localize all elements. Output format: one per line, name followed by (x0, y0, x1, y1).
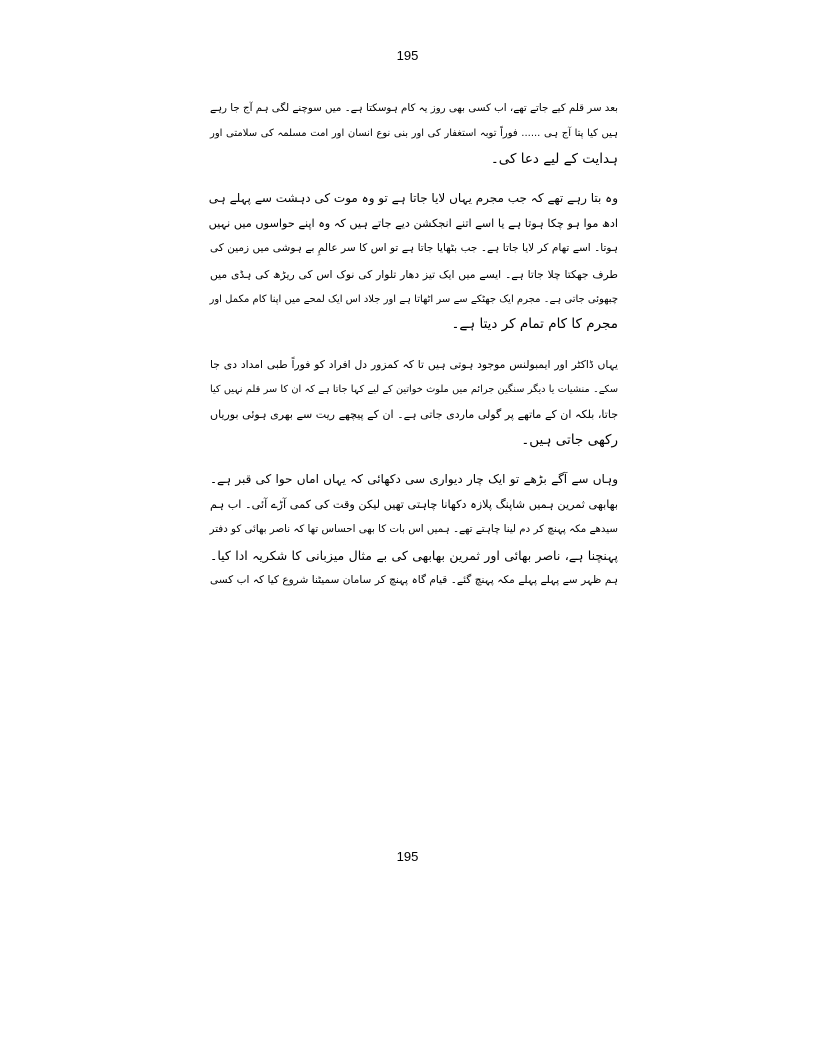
text-line: چبھوئی جاتی ہے۔ مجرم ایک جھٹکے سے سر اٹھاتا ہے اور جلاد اس ایک لمحے میں اپنا کام مکمل اور (209, 294, 618, 306)
text-line: جاتا، بلکہ ان کے ماتھے پر گولی ماردی جاتی ہے۔ ان کے پیچھے ریت سے بھری ہوئی بوریاں (210, 408, 618, 422)
text-line: سکے۔ منشیات یا دیگر سنگین جرائم میں ملوث خواتین کے لیے کہا جاتا ہے کہ ان کا سر قلم نہیں کیا (210, 383, 618, 395)
text-line: یہاں ڈاکٹر اور ایمبولنس موجود ہوتی ہیں تا کہ کمزور دل افراد کو فوراً طبی امداد دی جا (210, 357, 618, 371)
paragraph-spacer (210, 172, 618, 186)
text-line: ہوتا۔ اسے تھام کر لایا جاتا ہے۔ جب بٹھایا جاتا ہے تو اس کا سر عالمِ بے ہوشی میں زمین کی (210, 242, 618, 255)
text-line: طرف جھکتا چلا جاتا ہے۔ ایسے میں ایک تیز دھار تلوار کی نوک اس کی ریڑھ کی ہڈی میں (210, 267, 618, 281)
text-line: رکھی جاتی ہیں۔ (521, 431, 618, 448)
paragraph (210, 352, 618, 453)
paragraph (210, 96, 618, 172)
paragraph (210, 467, 618, 593)
paragraph-spacer (210, 453, 618, 467)
text-line: ہیں کیا پتا آج ہی ...... فوراً توبہ استغفار کی اور بنی نوع انسان اور امت مسلمہ کی سلامتی اور (210, 128, 618, 140)
text-line: بھابھی ثمرین ہمیں شاپنگ پلازہ دکھانا چاہتی تھیں لیکن وقت کی کمی آڑے آئی۔ اب ہم (210, 498, 618, 512)
page-number-bottom: 195 (396, 849, 419, 864)
paragraph-spacer (210, 338, 618, 352)
paragraph (210, 186, 618, 338)
page-number-top: 195 (396, 48, 419, 63)
text-line: بعد سر قلم کیے جاتے تھے، اب کسی بھی روز یہ کام ہوسکتا ہے۔ میں سوچنے لگی ہم آج جا رہے (210, 102, 618, 114)
text-line: سیدھے مکہ پہنچ کر دم لینا چاہتے تھے۔ ہمیں اس بات کا بھی احساس تھا کہ ناصر بھائی کو دفتر (209, 523, 618, 536)
text-line: پہنچنا ہے، ناصر بھائی اور ثمرین بھابھی کی بے مثال میزبانی کا شکریہ ادا کیا۔ (210, 547, 618, 563)
text-line: ہدایت کے لیے دعا کی۔ (490, 150, 618, 167)
text-line: وہاں سے آگے بڑھے تو ایک چار دیواری سی دکھائی کہ یہاں اماں حوا کی قبر ہے۔ (210, 471, 618, 486)
text-line: ہم ظہر سے پہلے پہلے مکہ پہنچ گئے۔ قیام گاہ پہنچ کر سامان سمیٹنا شروع کیا کہ اب کسی (210, 574, 618, 587)
text-line: وہ بتا رہے تھے کہ جب مجرم یہاں لایا جاتا ہے تو وہ موت کی دہشت سے پہلے ہی (208, 190, 618, 205)
text-line: مجرم کا کام تمام کر دیتا ہے۔ (451, 316, 618, 333)
document-body (210, 96, 618, 593)
text-line: ادھ موا ہو چکا ہوتا ہے یا اسے اتنے انجکشن دیے جاتے ہیں کہ وہ اپنے حواسوں میں نہیں (208, 217, 618, 231)
